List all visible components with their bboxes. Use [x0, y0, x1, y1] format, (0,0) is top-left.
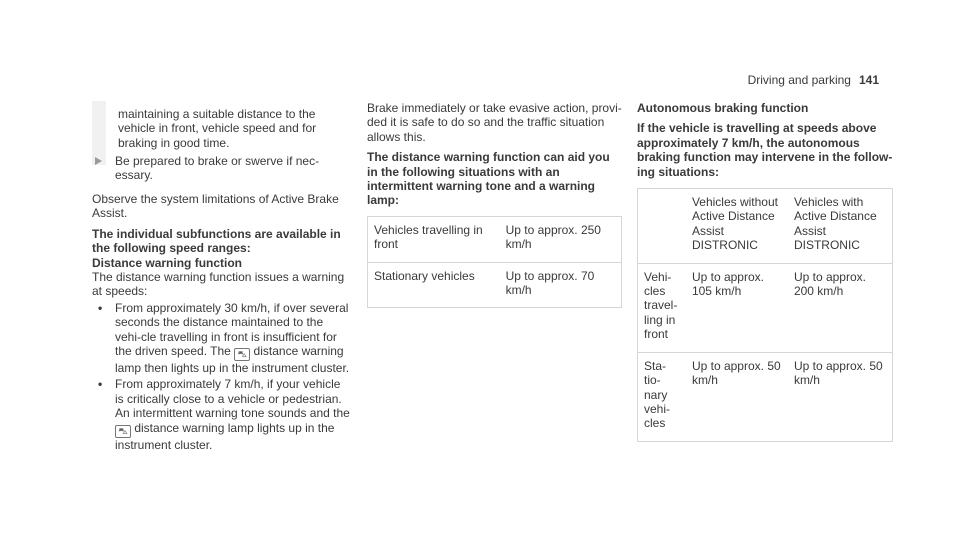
abf-heading: Autonomous braking function [637, 101, 809, 115]
table-header-cell: Vehicles with Active Distance Assist DISTRONIC [788, 189, 893, 264]
table-cell-value: Up to approx. 70 km/h [500, 262, 622, 308]
distance-warning-lamp-icon: ⛍ [115, 425, 131, 438]
main-text-block [92, 192, 350, 454]
arrow-bullet-icon [95, 157, 102, 165]
table-row [638, 352, 893, 441]
instruction-bullet [92, 154, 350, 183]
table-cell-label: Vehicles travelling in front [368, 216, 500, 262]
abf-intro: If the vehicle is travelling at speeds above approximately 7 km/h, the autonomous braking function may intervene in the follow-ing situations: [637, 121, 893, 179]
table-cell-value: Up to approx. 105 km/h [686, 263, 788, 352]
subfunctions-heading: The individual subfunctions are available in the following speed ranges: [92, 226, 341, 256]
table-cell-value: Up to approx. 50 km/h [686, 352, 788, 441]
table-row [368, 216, 622, 262]
table-cell-value: Up to approx. 50 km/h [788, 352, 893, 441]
page-number: 141 [858, 73, 879, 87]
table-cell-label: Stationary vehicles [368, 262, 500, 308]
bullet-dot-icon: • [98, 300, 103, 315]
table-header-cell: Vehicles without Active Distance Assist DISTRONIC [686, 189, 788, 264]
instruction-text: Be prepared to brake or swerve if nec-essary. [115, 154, 320, 183]
table-cell-value: Up to approx. 200 km/h [788, 263, 893, 352]
table-cell-label: Sta-tio-nary vehi-cles [638, 352, 686, 441]
dwf-intro: The distance warning function issues a warning at speeds: [92, 270, 345, 299]
column-middle [367, 101, 622, 308]
speed-list [92, 301, 350, 452]
brake-instruction: Brake immediately or take evasive action, provi-ded it is safe to do so and the traffic situation allows this. [367, 101, 622, 144]
column-right [637, 101, 893, 442]
table-cell-value: Up to approx. 250 km/h [500, 216, 622, 262]
dwf-heading: Distance warning function [92, 255, 243, 270]
bullet-dot-icon: • [98, 377, 103, 392]
list-item: • From approximately 7 km/h, if your vehicle is critically close to a vehicle or pedestrian. An intermittent warning tone sounds and the ⛍ distance warning lamp lights up in the instrument cluster. [98, 377, 350, 452]
observe-text: Observe the system limitations of Active Brake Assist. [92, 192, 339, 221]
distance-warning-lamp-icon: ⛍ [234, 348, 250, 361]
table-header-cell [638, 189, 686, 264]
section-title: Driving and parking [747, 73, 851, 87]
dwf-speed-table [367, 216, 622, 309]
abf-speed-table [637, 188, 893, 442]
table-cell-label: Vehi-cles travel-ling in front [638, 263, 686, 352]
list-item: • From approximately 30 km/h, if over several seconds the distance maintained to the vehi-cle travelling in front is insufficient for the driven speed. The ⛍ distance warning lamp then lights up in the instrument cluster. [98, 300, 350, 376]
dwf-situations-heading: The distance warning function can aid you in the following situations with an intermittent warning tone and a warning lamp: [367, 150, 610, 208]
table-header-row [638, 189, 893, 264]
table-row [368, 262, 622, 308]
page-header [748, 73, 879, 87]
table-row [638, 263, 893, 352]
continuation-text: maintaining a suitable distance to the vehicle in front, vehicle speed and for braking in good time. [118, 107, 317, 150]
